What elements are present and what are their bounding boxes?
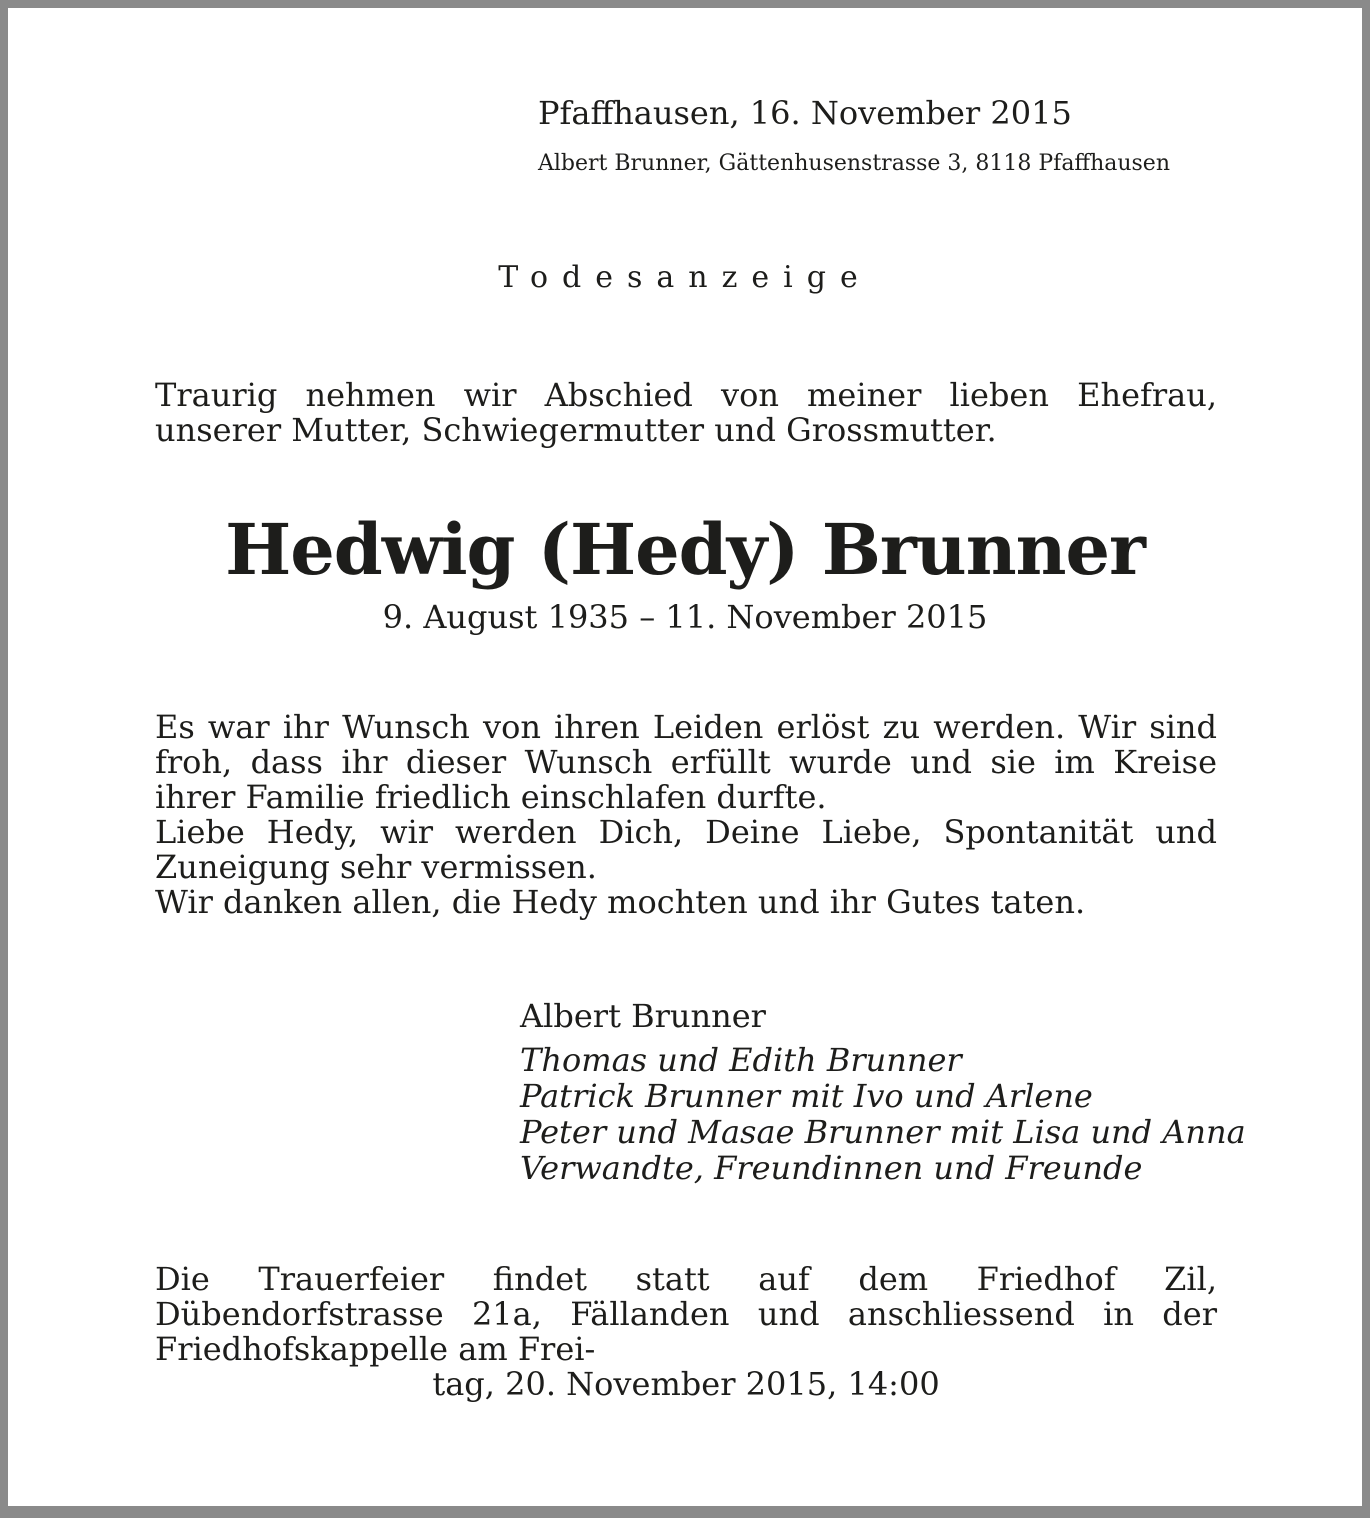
funeral-text: Die Trauerfeier findet statt auf dem Friedhof Zil, Dübendorfstrasse 21a, Fällanden und anschliessend in der Friedhofskappelle am Frei- — [155, 1260, 1217, 1368]
notice-title: Todesanzeige — [498, 260, 872, 295]
sender-address: Albert Brunner, Gättenhusenstrasse 3, 8118 Pfaffhausen — [538, 151, 1170, 176]
family-signer: Peter und Masae Brunner mit Lisa und Anna — [520, 1113, 1246, 1151]
life-dates: 9. August 1935 – 11. November 2015 — [382, 598, 988, 636]
deceased-name: Hedwig (Hedy) Brunner — [225, 508, 1145, 591]
message-block — [155, 710, 1217, 920]
funeral-info — [155, 1262, 1217, 1402]
family-signer: Verwandte, Freundinnen und Freunde — [520, 1149, 1143, 1187]
family-signer: Thomas und Edith Brunner — [520, 1041, 962, 1079]
message-paragraph: Es war ihr Wunsch von ihren Leiden erlöst zu werden. Wir sind froh, dass ihr dieser Wunsch erfüllt wurde und sie im Kreise ihrer Familie friedlich einschlafen durfte. — [155, 708, 1217, 816]
place-date: Pfaffhausen, 16. November 2015 — [538, 94, 1072, 132]
message-paragraph: Liebe Hedy, wir werden Dich, Deine Liebe, Spontanität und Zuneigung sehr vermissen. — [155, 813, 1217, 886]
message-paragraph: Wir danken allen, die Hedy mochten und ihr Gutes taten. — [155, 883, 1086, 921]
signers-block — [520, 998, 1246, 1186]
family-signer: Patrick Brunner mit Ivo und Arlene — [520, 1077, 1093, 1115]
intro-text: Traurig nehmen wir Abschied von meiner lieben Ehefrau, unserer Mutter, Schwiegermutter und Grossmutter. — [155, 376, 1217, 449]
primary-signer: Albert Brunner — [520, 997, 766, 1035]
funeral-text-end: tag, 20. November 2015, 14:00 — [432, 1365, 940, 1403]
obituary-notice — [8, 8, 1362, 1506]
